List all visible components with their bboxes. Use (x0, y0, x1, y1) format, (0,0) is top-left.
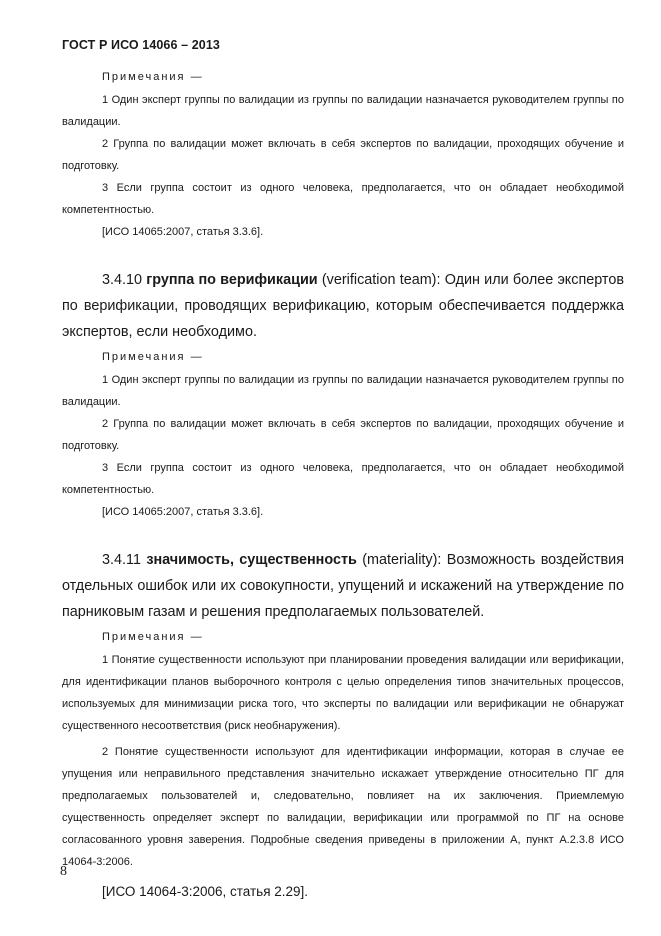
standard-header: ГОСТ Р ИСО 14066 – 2013 (62, 38, 220, 52)
term-name: значимость, существенность (146, 552, 357, 568)
notes-heading: Примечания — (102, 631, 204, 643)
note-item: 1 Один эксперт группы по валидации из группы по валидации назначается руководителем группы по валидации. (62, 94, 624, 128)
notes-heading: Примечания — (102, 351, 204, 363)
term-entry-3-4-10 (62, 267, 624, 345)
source-reference: [ИСО 14065:2007, статья 3.3.6]. (102, 506, 264, 518)
page-content (62, 70, 624, 903)
term-name: группа по верификации (146, 272, 318, 288)
note-item: 1 Понятие существенности используют при планировании проведения валидации или верификации, для идентификации планов выборочного контроля с целью определения типов значительных процессов, используемых для минимизации риска того, что эксперты по валидации или верификации не обнаружат существенного несоответствия (риск необнаружения). (62, 654, 624, 732)
note-item: 3 Если группа состоит из одного человека, предполагается, что он обладает необходимой компетентностью. (62, 182, 624, 216)
page-number: 8 (60, 864, 67, 879)
term-definition: (materiality): Возможность воздействия отдельных ошибок или их совокупности, упущений и искажений на утверждение по парниковым газам и решения предполагаемых пользователей. (62, 552, 625, 620)
notes-heading: Примечания — (102, 71, 204, 83)
source-reference: [ИСО 14065:2007, статья 3.3.6]. (102, 226, 264, 238)
term-definition: (verification team): Один или более экспертов по верификации, проводящих верификацию, которым обеспечивается поддержка экспертов, если необходимо. (62, 272, 625, 340)
term-number: 3.4.10 (102, 272, 143, 288)
term-entry-3-4-11 (62, 547, 624, 625)
source-reference: [ИСО 14064-3:2006, статья 2.29]. (102, 884, 309, 899)
note-item: 3 Если группа состоит из одного человека, предполагается, что он обладает необходимой компетентностью. (62, 462, 624, 496)
note-item: 2 Понятие существенности используют для идентификации информации, которая в случае ее упущения или неправильного представления значительно искажает утверждение относительно ПГ для предполагаемых пользователей и, следовательно, повлияет на их заключения. Приемлемую существенность определяет эксперт по валидации, верификации или программой по ПГ на основе согласованного уровня заверения. Подробные сведения приведены в приложении А, пункт А.2.3.8 ИСО 14064-3:2006. (62, 746, 624, 868)
note-item: 2 Группа по валидации может включать в себя экспертов по валидации, проходящих обучение и подготовку. (62, 418, 624, 452)
note-item: 2 Группа по валидации может включать в себя экспертов по валидации, проходящих обучение и подготовку. (62, 138, 624, 172)
term-number: 3.4.11 (102, 552, 141, 568)
note-item: 1 Один эксперт группы по валидации из группы по валидации назначается руководителем группы по валидации. (62, 374, 624, 408)
